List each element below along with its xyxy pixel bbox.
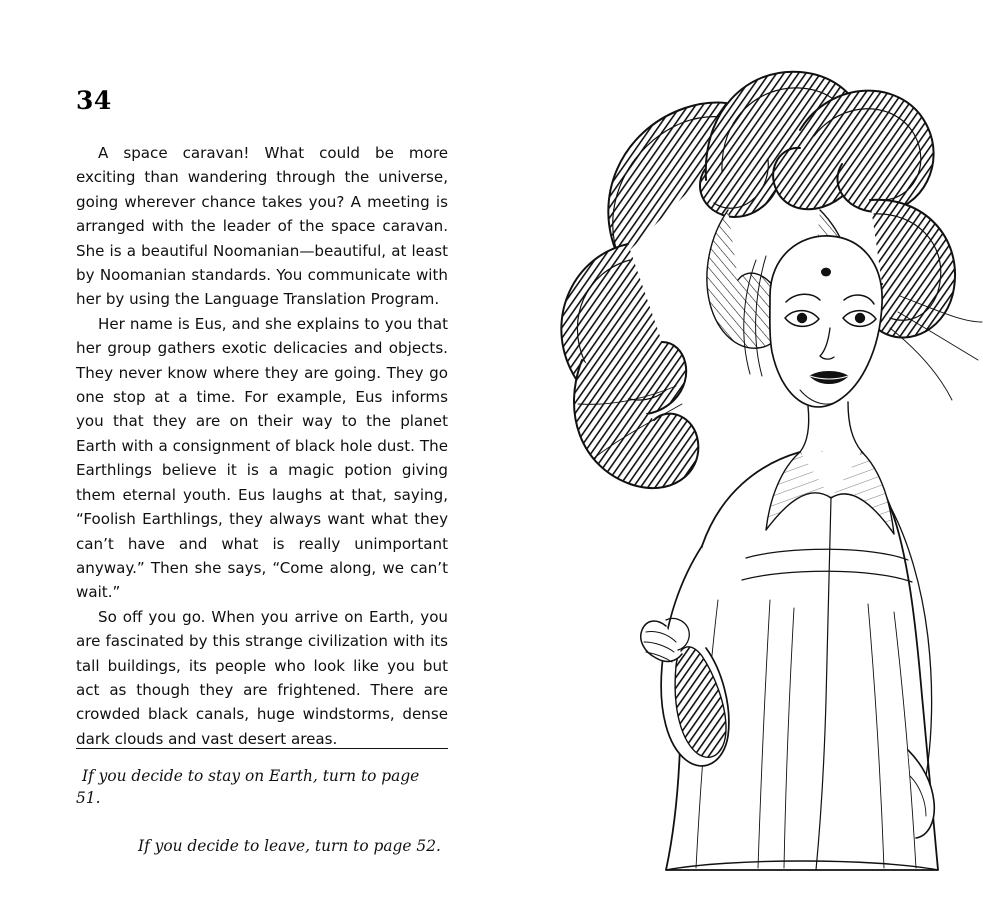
choice-link-stay[interactable]: If you decide to stay on Earth, turn to page 51. xyxy=(76,767,420,807)
choice-link-leave[interactable]: If you decide to leave, turn to page 52. xyxy=(138,837,441,855)
page-number: 34 xyxy=(76,86,112,115)
noomanian-woman-illustration xyxy=(470,60,990,880)
paragraph: So off you go. When you arrive on Earth, you are fascinated by this strange civilization with its tall buildings, its people who look like you but act as though they are frightened. There are crowded black canals, huge windstorms, dense dark clouds and vast desert areas. xyxy=(76,607,448,748)
choices-section xyxy=(76,748,448,857)
text-column xyxy=(76,88,448,751)
paragraph: Her name is Eus, and she explains to you that her group gathers exotic delicacies and objects. They never know where they are going. They go one stop at a time. For example, Eus informs you that they are on their way to the planet Earth with a consignment of black hole dust. The Earthlings believe it is a magic potion giving them eternal youth. Eus laughs at that, saying, “Foolish Earthlings, they always want what they can’t have and what is really unimportant anyway.” Then she says, “Come along, we can’t wait.” xyxy=(76,314,448,602)
body-text xyxy=(76,141,448,751)
paragraph: A space caravan! What could be more exciting than wandering through the universe, going wherever chance takes you? A meeting is arranged with the leader of the space caravan. She is a beautiful Noomanian—beautiful, at least by Noomanian standards. You communicate with her by using the Language Translation Program. xyxy=(76,144,448,309)
divider-rule xyxy=(76,748,448,749)
